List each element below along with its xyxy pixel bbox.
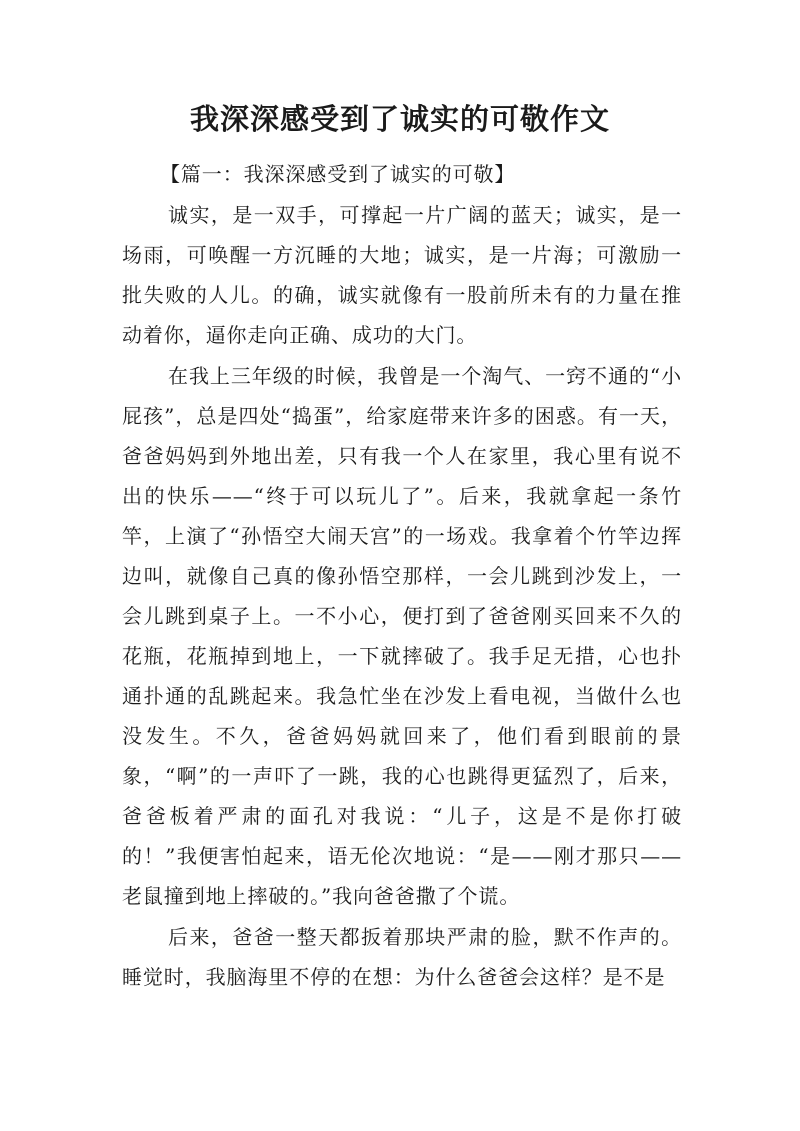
paragraph-intro: 诚实，是一双手，可撑起一片广阔的蓝天；诚实，是一场雨，可唤醒一方沉睡的大地；诚实，是一片海；可激励一批失败的人儿。的确，诚实就像有一股前所未有的力量在推动着你，逼你走向正确、成功的大门。 xyxy=(122,203,682,347)
paragraph-story: 在我上三年级的时候，我曾是一个淘气、一窍不通的“小屁孩”，总是四处“捣蛋”，给家庭带来许多的困惑。有一天，爸爸妈妈到外地出差，只有我一个人在家里，我心里有说不出的快乐——“终于可以玩儿了”。后来，我就拿起一条竹竿，上演了“孙悟空大闹天宫”的一场戏。我拿着个竹竿边挥边叫，就像自己真的像孙悟空那样，一会儿跳到沙发上，一会儿跳到桌子上。一不小心，便打到了爸爸刚买回来不久的花瓶，花瓶掉到地上，一下就摔破了。我手足无措，心也扑通扑通的乱跳起来。我急忙坐在沙发上看电视，当做什么也没发生。不久，爸爸妈妈就回来了，他们看到眼前的景象，“啊”的一声吓了一跳，我的心也跳得更猛烈了，后来，爸爸板着严肃的面孔对我说：“儿子，这是不是你打破的！”我便害怕起来，语无伦次地说：“是——刚才那只——老鼠撞到地上摔破的。”我向爸爸撒了个谎。 xyxy=(122,364,682,908)
section-heading: 【篇一：我深深感受到了诚实的可敬】 xyxy=(160,162,516,186)
document-body xyxy=(122,154,682,998)
paragraph-continuation: 后来，爸爸一整天都扳着那块严肃的脸，默不作声的。睡觉时，我脑海里不停的在想：为什么爸爸会这样？是不是 xyxy=(122,925,682,989)
document-title: 我深深感受到了诚实的可敬作文 xyxy=(189,102,610,136)
